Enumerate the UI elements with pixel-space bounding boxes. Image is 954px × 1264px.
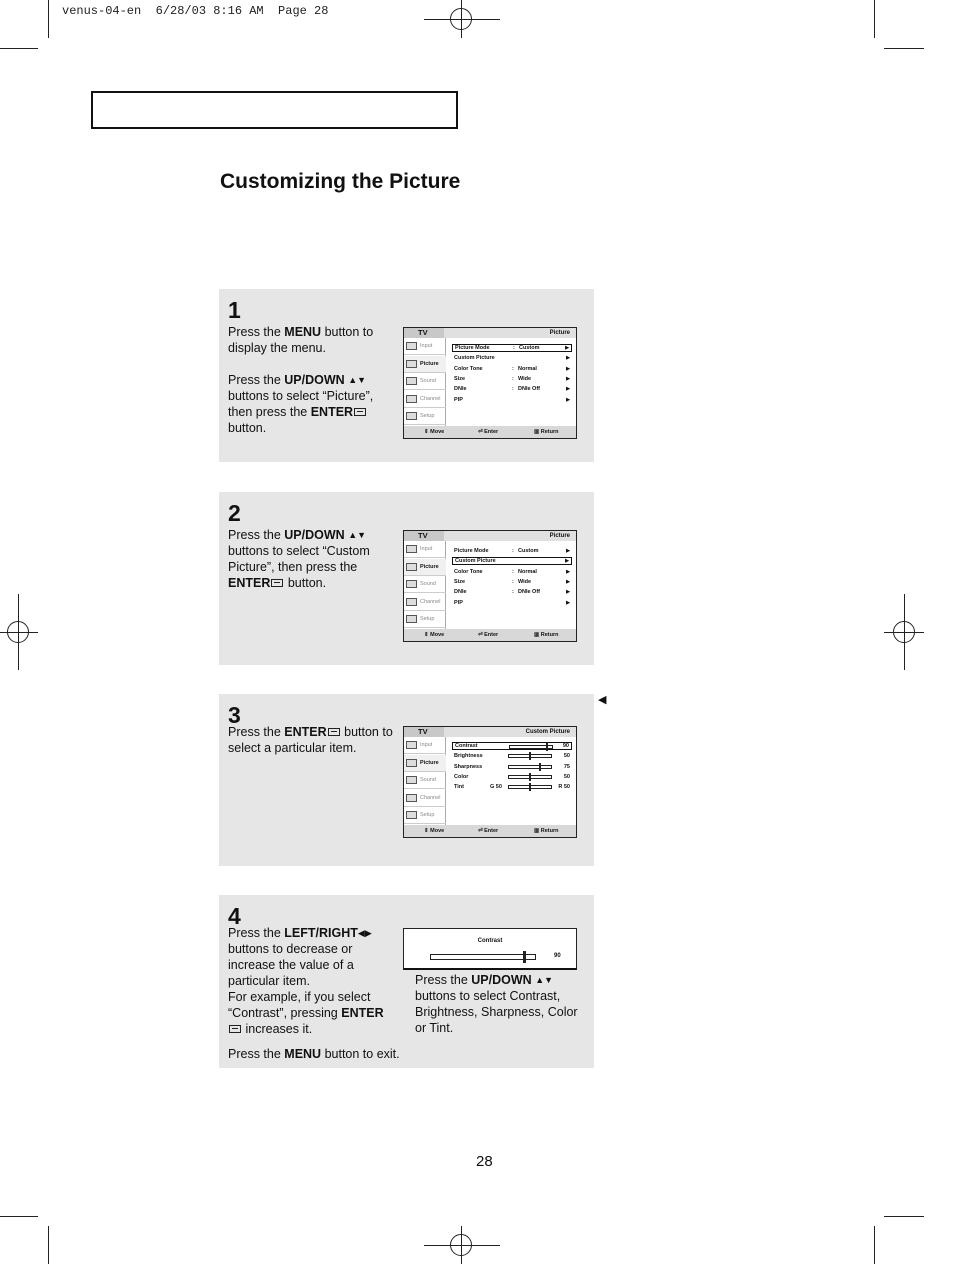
osd-menu-row	[452, 396, 572, 404]
osd-slider-knob	[539, 763, 541, 771]
osd-return-label: Return	[540, 429, 559, 435]
osd-row-value: Wide	[518, 578, 532, 585]
down-triangle-icon: ▼	[357, 375, 367, 385]
osd-tv-label: TV	[404, 328, 444, 338]
crop-mark	[874, 0, 875, 38]
osd-tv-label: TV	[404, 531, 444, 541]
osd-side-item-setup	[404, 611, 446, 628]
osd-row-label: Picture Mode	[455, 345, 490, 351]
osd-row-value: 90	[562, 743, 569, 749]
osd-side-item-channel	[404, 391, 446, 408]
osd-side-label: Picture	[420, 563, 439, 570]
osd-menu-row	[452, 354, 572, 362]
osd-row-label: Sharpness	[454, 763, 483, 770]
crop-mark	[424, 19, 500, 20]
step-number: 2	[228, 500, 241, 526]
osd-menu	[403, 726, 577, 838]
osd-row-label: Size	[454, 578, 466, 585]
osd-row-label: DNIe	[454, 589, 467, 596]
picture-icon	[406, 563, 417, 571]
osd-enter-label: Enter	[484, 429, 499, 435]
osd-row-label: Brightness	[454, 753, 483, 760]
osd-side-item-sound	[404, 772, 446, 789]
osd-sidebar	[404, 737, 446, 825]
contrast-value: 90	[554, 953, 561, 959]
osd-row-label: Color Tone	[454, 568, 483, 575]
left-triangle-icon: ◀	[357, 928, 365, 938]
osd-bottom-bar	[404, 426, 576, 438]
enter-icon: ⏎	[478, 828, 485, 834]
setup-icon	[406, 811, 417, 819]
crop-mark	[18, 594, 19, 670]
osd-row-label: Color Tone	[454, 365, 483, 372]
osd-menu	[403, 327, 577, 439]
page-number: 28	[476, 1153, 493, 1170]
crop-mark	[0, 48, 38, 49]
osd-slider-bar	[508, 765, 552, 769]
contrast-adjust-box	[403, 928, 577, 970]
osd-slider-bar	[508, 775, 552, 779]
osd-menu-row	[452, 599, 572, 607]
step-3-text: Press the ENTER button to select a particular item.	[228, 725, 393, 755]
osd-enter-hint	[478, 426, 498, 438]
osd-row-label: Custom Picture	[454, 355, 495, 362]
osd-move-hint	[424, 825, 444, 837]
enter-icon: ⏎	[478, 429, 485, 435]
crop-mark	[884, 48, 924, 49]
osd-menu-row	[452, 578, 572, 586]
osd-menu-title: Picture	[549, 330, 570, 336]
osd-bottom-bar	[404, 629, 576, 641]
crop-mark	[0, 632, 38, 633]
sound-icon	[406, 776, 417, 784]
osd-side-label: Channel	[420, 395, 441, 402]
osd-row-label: PIP	[454, 396, 463, 403]
osd-move-hint	[424, 426, 444, 438]
osd-side-item-sound	[404, 576, 446, 593]
osd-move-label: Move	[430, 632, 445, 638]
osd-side-label: Setup	[420, 812, 435, 818]
return-icon: ▥	[534, 632, 541, 638]
right-arrow-icon: ▶	[566, 599, 570, 606]
osd-side-label: Input	[420, 742, 433, 748]
up-triangle-icon: ▲	[535, 975, 545, 985]
crop-mark	[884, 1216, 924, 1217]
osd-side-label: Input	[420, 546, 433, 552]
osd-side-label: Setup	[420, 616, 435, 622]
crop-mark	[424, 1245, 500, 1246]
osd-side-item-input	[404, 737, 446, 754]
step-1-panel	[219, 289, 594, 462]
osd-menu-title: Picture	[549, 533, 570, 539]
down-triangle-icon: ▼	[544, 975, 554, 985]
osd-row-label: DNIe	[454, 386, 467, 393]
right-arrow-icon: ▶	[566, 355, 570, 362]
osd-slider-knob	[529, 752, 531, 760]
osd-menu-row	[452, 385, 572, 393]
header-box	[91, 91, 458, 129]
return-icon: ▥	[534, 828, 541, 834]
osd-menu-row	[452, 588, 572, 596]
step-number: 4	[228, 903, 241, 929]
setup-icon	[406, 412, 417, 420]
osd-tv-label: TV	[404, 727, 444, 737]
osd-menu-row	[452, 557, 572, 565]
input-icon	[406, 741, 417, 749]
osd-side-item-picture	[404, 356, 446, 373]
osd-slider-bar	[509, 745, 553, 749]
osd-row-value: DNIe Off	[518, 589, 540, 596]
osd-slider-knob	[529, 783, 531, 791]
osd-row-value: 50	[563, 753, 570, 760]
osd-row-colon: :	[512, 589, 514, 596]
right-arrow-icon: ▶	[566, 386, 570, 393]
step-1-text-2: Press the UP/DOWN ▲▼ buttons to select “Picture”, then press the ENTER button.	[228, 373, 374, 435]
right-arrow-icon: ▶	[565, 558, 569, 565]
osd-menu	[403, 530, 577, 642]
right-arrow-icon: ▶	[566, 578, 570, 585]
right-arrow-icon: ▶	[566, 568, 570, 575]
channel-icon	[406, 598, 417, 606]
osd-sidebar	[404, 541, 446, 629]
osd-row-colon: :	[512, 365, 514, 372]
right-arrow-icon: ▶	[566, 375, 570, 382]
osd-side-label: Channel	[420, 794, 441, 801]
osd-row-colon: :	[512, 386, 514, 393]
osd-enter-hint	[478, 825, 498, 837]
osd-side-label: Picture	[420, 360, 439, 367]
osd-slider-knob	[546, 743, 548, 751]
right-arrow-icon: ▶	[565, 345, 569, 351]
osd-row-colon: :	[512, 375, 514, 382]
osd-row-label: Custom Picture	[455, 558, 496, 565]
osd-side-label: Channel	[420, 598, 441, 605]
osd-row-label: Contrast	[455, 743, 478, 749]
osd-side-item-channel	[404, 790, 446, 807]
picture-icon	[406, 360, 417, 368]
step-number: 1	[228, 297, 241, 323]
updown-icon: ⇕	[424, 828, 431, 834]
setup-icon	[406, 615, 417, 623]
osd-menu-title: Custom Picture	[525, 729, 570, 735]
crop-mark	[48, 1226, 49, 1264]
osd-return-label: Return	[540, 828, 559, 834]
osd-enter-label: Enter	[484, 828, 499, 834]
crop-mark	[461, 1226, 462, 1264]
osd-slider-row	[452, 752, 572, 760]
crop-mark	[461, 0, 462, 38]
osd-move-label: Move	[430, 429, 445, 435]
osd-menu-row	[452, 344, 572, 352]
right-arrow-icon: ▶	[566, 365, 570, 372]
channel-icon	[406, 395, 417, 403]
right-triangle-icon: ▶	[364, 928, 372, 938]
osd-move-label: Move	[430, 828, 445, 834]
osd-bottom-bar	[404, 825, 576, 837]
osd-side-label: Picture	[420, 759, 439, 766]
osd-side-label: Sound	[420, 581, 436, 587]
osd-slider-bar	[508, 754, 552, 758]
osd-menu-row	[452, 547, 572, 555]
osd-side-label: Setup	[420, 413, 435, 419]
enter-icon: ⏎	[478, 632, 485, 638]
right-arrow-icon: ▶	[566, 548, 570, 554]
channel-icon	[406, 794, 417, 802]
step-2-panel	[219, 492, 594, 665]
step-3-panel	[219, 694, 594, 866]
osd-row-value: Wide	[518, 375, 532, 382]
contrast-knob	[523, 951, 526, 963]
osd-side-item-input	[404, 541, 446, 558]
step-4-panel	[219, 895, 594, 1068]
osd-return-hint	[534, 426, 558, 438]
osd-menu-row	[452, 568, 572, 576]
contrast-bar	[430, 954, 536, 960]
osd-row-label: Tint	[454, 784, 464, 791]
sound-icon	[406, 377, 417, 385]
osd-slider-row	[452, 742, 572, 750]
step-4-exit-text: Press the MENU button to exit.	[228, 1047, 400, 1061]
input-icon	[406, 545, 417, 553]
osd-menu-row	[452, 365, 572, 373]
osd-slider-row	[452, 783, 572, 791]
up-triangle-icon: ▲	[348, 530, 358, 540]
osd-menu-row	[452, 375, 572, 383]
osd-row-colon: :	[512, 548, 514, 554]
sound-icon	[406, 580, 417, 588]
osd-side-item-channel	[404, 594, 446, 611]
osd-slider-row	[452, 763, 572, 771]
osd-row-value: R 50	[558, 784, 570, 791]
osd-sidebar	[404, 338, 446, 426]
crop-mark	[904, 594, 905, 670]
osd-return-hint	[534, 629, 558, 641]
osd-side-item-input	[404, 338, 446, 355]
osd-row-value: Custom	[518, 548, 539, 554]
return-icon: ▥	[534, 429, 541, 435]
updown-icon: ⇕	[424, 429, 431, 435]
step-4-right-text: Press the UP/DOWN ▲▼ buttons to select Contrast, Brightness, Sharpness, Color or Tint.	[415, 973, 578, 1035]
enter-icon	[354, 408, 366, 416]
contrast-label: Contrast	[477, 938, 503, 944]
osd-row-value: Normal	[518, 365, 537, 372]
crop-mark	[48, 0, 49, 38]
osd-row-label: PIP	[454, 599, 463, 606]
osd-row-colon: :	[512, 568, 514, 575]
step-2-text: Press the UP/DOWN ▲▼ buttons to select “Custom Picture”, then press the ENTER button.	[228, 528, 370, 590]
osd-enter-hint	[478, 629, 498, 641]
osd-row-colon: :	[512, 578, 514, 585]
osd-row-value: DNIe Off	[518, 386, 540, 393]
osd-row-value: Custom	[519, 345, 540, 351]
osd-row-label: Color	[454, 773, 469, 780]
page-title: Customizing the Picture	[220, 170, 461, 193]
osd-return-label: Return	[540, 632, 559, 638]
enter-icon	[328, 728, 340, 736]
enter-icon	[229, 1025, 241, 1033]
osd-slider-knob	[529, 773, 531, 781]
step-number: 3	[228, 702, 241, 728]
crop-mark	[0, 1216, 38, 1217]
osd-row-value: 75	[563, 763, 570, 770]
down-triangle-icon: ▼	[357, 530, 367, 540]
osd-side-label: Sound	[420, 378, 436, 384]
osd-move-hint	[424, 629, 444, 641]
picture-icon	[406, 759, 417, 767]
right-arrow-icon: ▶	[566, 589, 570, 596]
step-4-text-2: For example, if you select “Contrast”, pressing ENTER increases it.	[228, 990, 384, 1036]
enter-icon	[271, 579, 283, 587]
osd-row-label: Size	[454, 375, 466, 382]
osd-side-item-setup	[404, 408, 446, 425]
osd-side-item-setup	[404, 807, 446, 824]
osd-side-label: Sound	[420, 777, 436, 783]
osd-slider-row	[452, 773, 572, 781]
osd-row-value: 50	[563, 773, 570, 780]
step-4-text: Press the LEFT/RIGHT◀▶ buttons to decrease or increase the value of a particular item.	[228, 926, 372, 988]
osd-enter-label: Enter	[484, 632, 499, 638]
crop-mark	[874, 1226, 875, 1264]
up-triangle-icon: ▲	[348, 375, 358, 385]
input-icon	[406, 342, 417, 350]
osd-slider-bar	[508, 785, 552, 789]
osd-return-hint	[534, 825, 558, 837]
osd-side-item-picture	[404, 755, 446, 772]
print-slug: venus-04-en 6/28/03 8:16 AM Page 28	[62, 4, 329, 18]
osd-row-value: Normal	[518, 568, 537, 575]
right-arrow-icon: ▶	[566, 396, 570, 403]
updown-icon: ⇕	[424, 632, 431, 638]
osd-side-item-sound	[404, 373, 446, 390]
osd-side-item-picture	[404, 559, 446, 576]
osd-row-colon: :	[513, 345, 515, 351]
osd-row-label: Picture Mode	[454, 548, 489, 554]
osd-row-g-value: G 50	[490, 784, 502, 791]
osd-side-label: Input	[420, 343, 433, 349]
left-triangle-icon: ◀	[598, 694, 607, 706]
step-1-text: Press the MENU button to display the menu.	[228, 325, 374, 355]
